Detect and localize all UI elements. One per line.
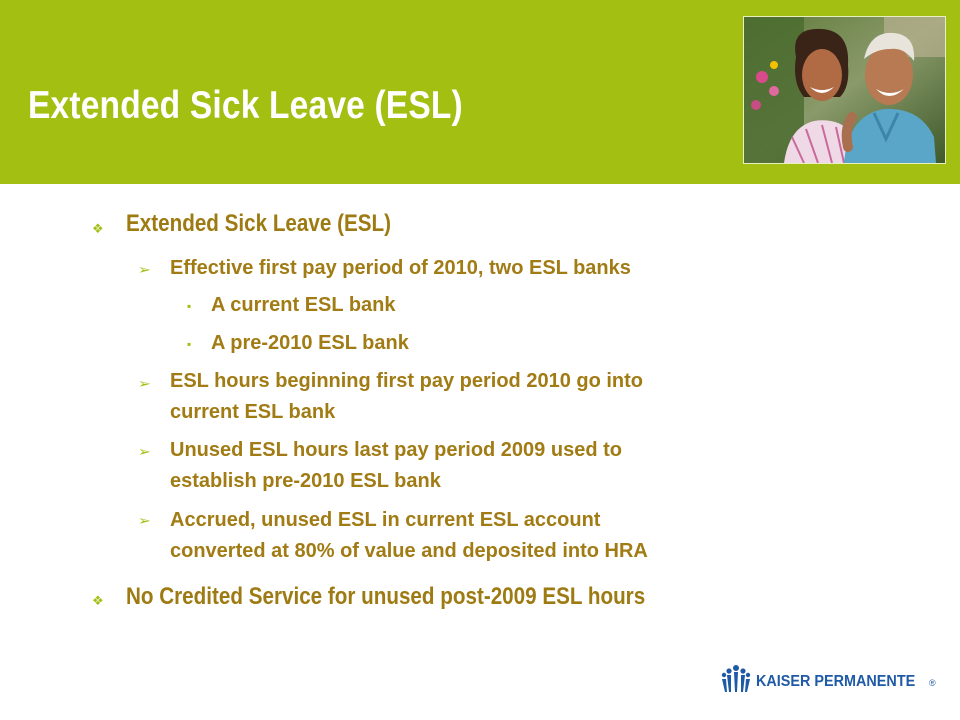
kaiser-permanente-logo bbox=[720, 664, 936, 694]
bullet-unused-hours-line2: establish pre-2010 ESL bank bbox=[170, 470, 441, 492]
slide-title: Extended Sick Leave (ESL) bbox=[28, 84, 463, 127]
arrow-bullet-icon: ➢ bbox=[137, 513, 151, 528]
bullet-esl-hours-line2: current ESL bank bbox=[170, 401, 336, 423]
bullet-pre2010-bank: A pre-2010 ESL bank bbox=[211, 332, 409, 354]
diamond-bullet-icon: ❖ bbox=[92, 593, 104, 608]
bullet-no-credited-service: No Credited Service for unused post-2009 ESL hours bbox=[126, 583, 646, 610]
arrow-bullet-icon: ➢ bbox=[137, 376, 151, 391]
bullet-accrued-line2: converted at 80% of value and deposited into HRA bbox=[170, 540, 648, 562]
bullet-esl-hours-line1: ESL hours beginning first pay period 2010 go into bbox=[170, 370, 644, 392]
arrow-bullet-icon: ➢ bbox=[137, 444, 151, 459]
bullet-unused-hours-line1: Unused ESL hours last pay period 2009 used to bbox=[170, 439, 622, 461]
arrow-bullet-icon: ➢ bbox=[137, 262, 151, 277]
bullet-two-banks: Effective first pay period of 2010, two ESL banks bbox=[170, 257, 631, 279]
square-bullet-icon: ▪ bbox=[187, 337, 192, 351]
registered-mark: ® bbox=[929, 678, 936, 688]
diamond-bullet-icon: ❖ bbox=[92, 221, 104, 236]
bullet-current-bank: A current ESL bank bbox=[211, 294, 396, 316]
bullet-accrued-line1: Accrued, unused ESL in current ESL account bbox=[170, 509, 601, 531]
bullet-esl: Extended Sick Leave (ESL) bbox=[126, 210, 391, 237]
square-bullet-icon: ▪ bbox=[187, 299, 192, 313]
kaiser-people-icon bbox=[720, 664, 752, 694]
logo-wordmark: KAISER PERMANENTE bbox=[756, 673, 916, 690]
